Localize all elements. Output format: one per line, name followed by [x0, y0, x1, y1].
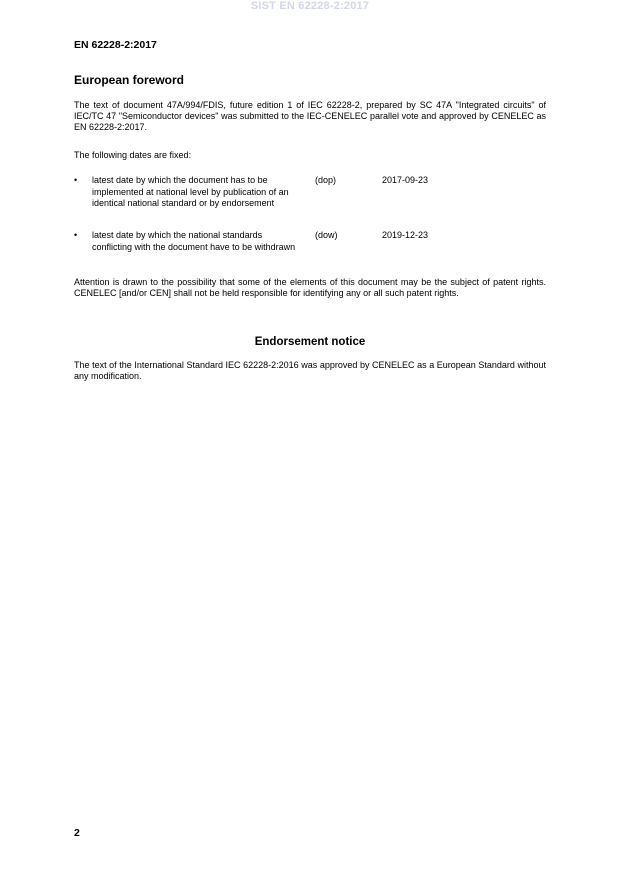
- date-description: latest date by which the national standards conflicting with the document have to be withdrawn: [92, 230, 296, 252]
- page-number: 2: [74, 827, 80, 839]
- attention-paragraph: Attention is drawn to the possibility that some of the elements of this document may be the subject of patent rights. CENELEC [and/or CEN] shall not be held responsible for identifying any or all such patent rights.: [74, 277, 546, 298]
- dates-list-dop: [74, 175, 546, 210]
- date-code: (dop): [315, 175, 337, 185]
- date-value: 2017-09-23: [382, 175, 429, 185]
- bullet-icon: •: [74, 230, 78, 240]
- foreword-intro: The text of document 47A/994/FDIS, future edition 1 of IEC 62228-2, prepared by SC 47A "Integrated circuits" of IEC/TC 47 "Semiconductor devices" was submitted to the IEC-CENELEC parallel vote and approved by CENELEC as EN 62228-2:2017.: [74, 100, 546, 132]
- dates-intro: The following dates are fixed:: [74, 150, 192, 160]
- foreword-title: European foreword: [74, 73, 185, 87]
- endorsement-title: Endorsement notice: [254, 336, 366, 348]
- date-description: latest date by which the document has to be implemented at national level by publication of an identical national standard or by endorsement: [92, 175, 289, 209]
- date-code: (dow): [315, 230, 338, 240]
- dates-list-dow: [74, 230, 546, 253]
- bullet-icon: •: [74, 175, 78, 185]
- date-value: 2019-12-23: [382, 230, 429, 240]
- list-item: [74, 175, 546, 210]
- document-id: EN 62228-2:2017: [74, 39, 157, 51]
- watermark: SIST EN 62228-2:2017: [250, 0, 370, 12]
- endorsement-text: The text of the International Standard IEC 62228-2:2016 was approved by CENELEC as a European Standard without any modification.: [74, 360, 546, 381]
- list-item: [74, 230, 546, 253]
